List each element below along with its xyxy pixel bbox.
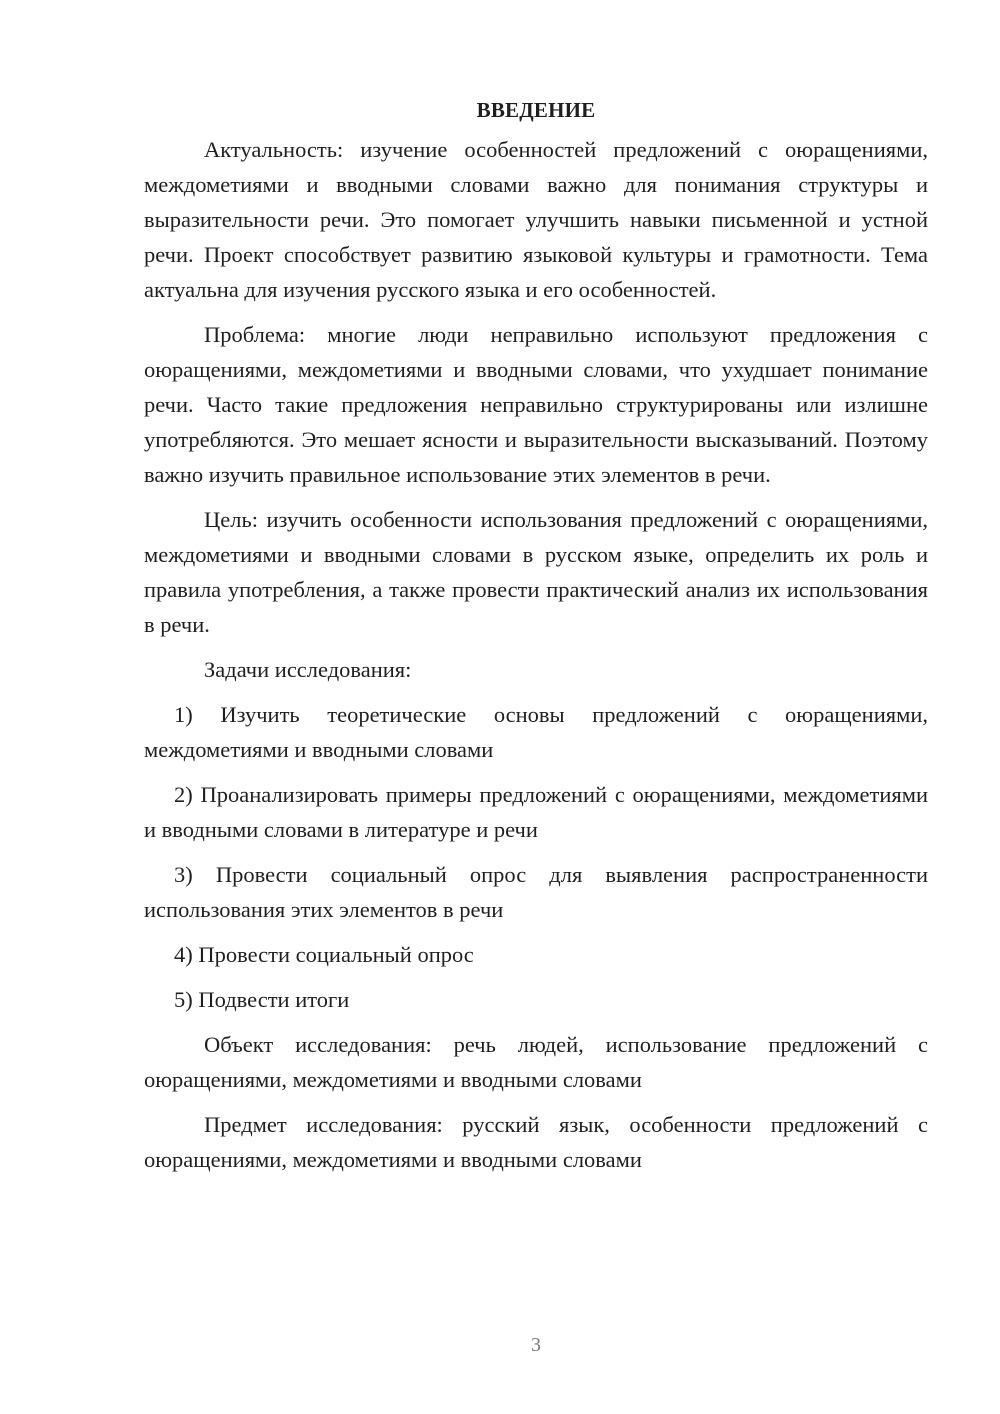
goal-paragraph: Цель: изучить особенности использования предложений с оюращениями, междометиями и вводными словами в русском языке, определить их роль и правила употребления, а также провести практический анализ их использования в речи.	[144, 507, 928, 637]
task-item-3: 3) Провести социальный опрос для выявления распространенности использования этих элементов в речи	[144, 862, 928, 922]
subject-paragraph: Предмет исследования: русский язык, особенности предложений с оюращениями, междометиями и вводными словами	[144, 1112, 928, 1172]
document-body	[144, 90, 928, 1187]
relevance-paragraph: Актуальность: изучение особенностей предложений с оюращениями, междометиями и вводными словами важно для понимания структуры и выразительности речи. Это помогает улучшить навыки письменной и устной речи. Проект способствует развитию языковой культуры и грамотности. Тема актуальна для изучения русского языка и его особенностей.	[144, 137, 928, 302]
object-paragraph: Объект исследования: речь людей, использование предложений с оюращениями, междометиями и вводными словами	[144, 1032, 928, 1092]
task-item-1: 1) Изучить теоретические основы предложений с оюращениями, междометиями и вводными словами	[144, 702, 928, 762]
task-item-4: 4) Провести социальный опрос	[174, 942, 474, 967]
task-item-5: 5) Подвести итоги	[174, 987, 350, 1012]
tasks-list	[144, 697, 928, 1017]
section-heading: ВВЕДЕНИЕ	[476, 98, 596, 122]
page-number: 3	[531, 1334, 541, 1356]
tasks-title: Задачи исследования:	[204, 657, 412, 682]
problem-paragraph: Проблема: многие люди неправильно используют предложения с оюращениями, междометиями и вводными словами, что ухудшает понимание речи. Часто такие предложения неправильно структурированы или излишне употребляются. Это мешает ясности и выразительности высказываний. Поэтому важно изучить правильное использование этих элементов в речи.	[144, 322, 928, 487]
task-item-2: 2) Проанализировать примеры предложений с оюращениями, междометиями и вводными словами в литературе и речи	[144, 782, 928, 842]
